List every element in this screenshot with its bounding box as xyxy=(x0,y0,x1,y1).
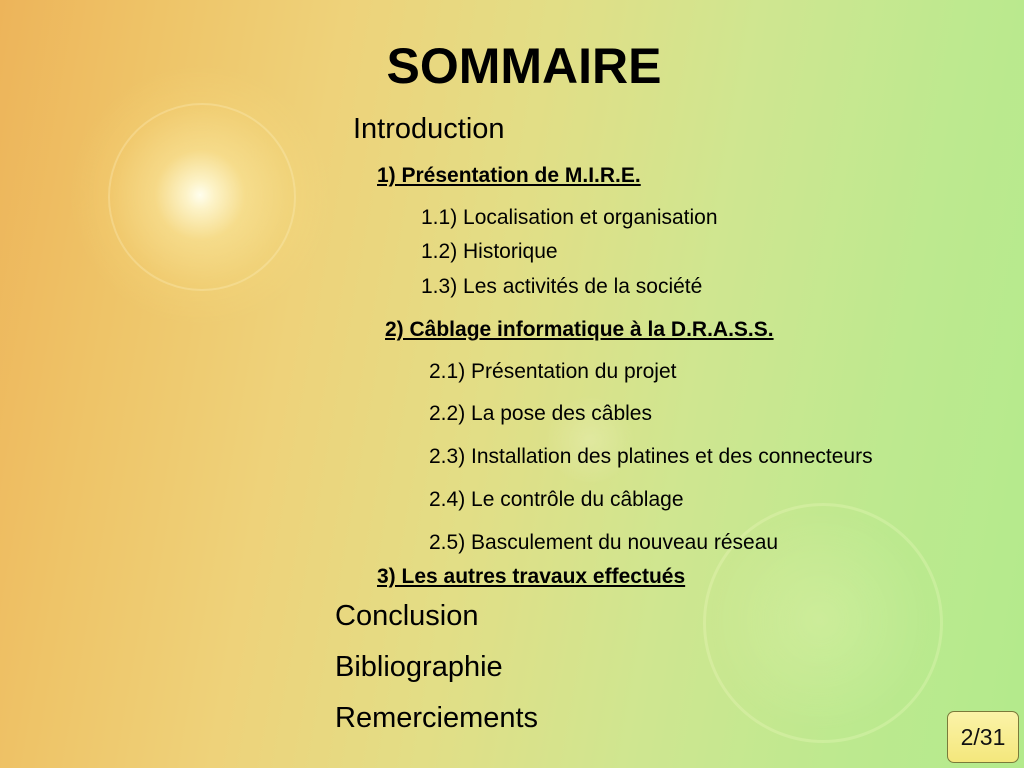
toc-conclusion: Conclusion xyxy=(335,600,479,632)
toc-item-2-2: 2.2) La pose des câbles xyxy=(429,402,652,425)
toc-acknowledgements: Remerciements xyxy=(335,702,539,734)
toc-section1-heading: 1) Présentation de M.I.R.E. xyxy=(377,164,641,187)
slide-title: SOMMAIRE xyxy=(386,38,662,94)
toc-item-2-1: 2.1) Présentation du projet xyxy=(429,360,677,383)
toc-item-2-4: 2.4) Le contrôle du câblage xyxy=(429,488,684,511)
toc-item-1-1: 1.1) Localisation et organisation xyxy=(421,206,718,229)
sun-halo-decoration xyxy=(108,103,296,291)
toc-bibliography: Bibliographie xyxy=(335,651,503,683)
toc-item-2-3: 2.3) Installation des platines et des connecteurs xyxy=(429,445,873,468)
toc-section2-heading: 2) Câblage informatique à la D.R.A.S.S. xyxy=(385,318,774,341)
page-number-badge: 2/31 xyxy=(947,711,1019,763)
toc-section3-heading: 3) Les autres travaux effectués xyxy=(377,565,686,588)
toc-item-1-3: 1.3) Les activités de la société xyxy=(421,275,703,298)
toc-introduction: Introduction xyxy=(353,113,505,145)
toc-item-2-5: 2.5) Basculement du nouveau réseau xyxy=(429,531,779,554)
toc-item-1-2: 1.2) Historique xyxy=(421,240,558,263)
